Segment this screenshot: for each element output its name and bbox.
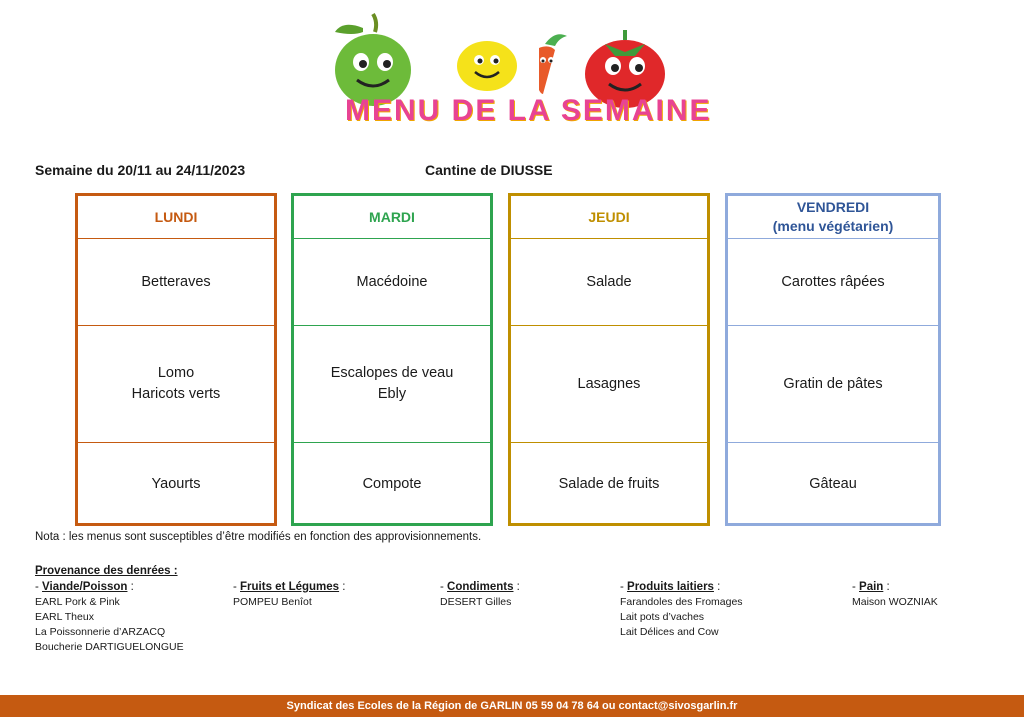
plat-item: Ebly: [377, 386, 407, 402]
dessert-cell: [728, 443, 938, 526]
day-column-lundi: [75, 193, 277, 526]
provenance-column-pain: [852, 580, 938, 610]
plat-cell: [728, 326, 938, 443]
week-label: Semaine du 20/11 au 24/11/2023: [35, 162, 246, 178]
logo-text: MENU DE LA SEMAINE: [345, 94, 712, 127]
footer-bar: [0, 695, 1024, 717]
provenance-title: Provenance des denrées :: [35, 565, 178, 577]
supplier-item: Boucherie DARTIGUELONGUE: [35, 641, 184, 653]
day-name: MARDI: [369, 208, 415, 225]
day-title: [294, 196, 490, 239]
entree-item: Salade: [586, 273, 632, 290]
supplier-item: EARL Theux: [35, 611, 94, 623]
provenance-category: - Viande/Poisson :: [35, 581, 134, 593]
entree-cell: [78, 239, 274, 326]
supplier-item: Maison WOZNIAK: [852, 596, 938, 608]
dessert-item: Salade de fruits: [558, 476, 660, 492]
supplier-item: Lait Délices and Cow: [620, 626, 719, 638]
provenance-category: - Fruits et Légumes :: [233, 581, 346, 593]
supplier-item: EARL Pork & Pink: [35, 596, 120, 608]
plat-cell: [511, 326, 707, 443]
supplier-item: Farandoles des Fromages: [620, 596, 743, 608]
day-column-mardi: [291, 193, 493, 526]
plat-item: Escalopes de veau: [330, 365, 454, 381]
dessert-cell: [78, 443, 274, 526]
day-title: [511, 196, 707, 239]
plat-cell: [294, 326, 490, 443]
provenance-category: - Condiments :: [440, 581, 520, 593]
supplier-item: La Poissonnerie d’ARZACQ: [35, 626, 166, 638]
day-column-vendredi: [725, 193, 941, 526]
day-title: [78, 196, 274, 239]
nota-text: Nota : les menus sont susceptibles d’être modifiés en fonction des approvisionnements.: [35, 531, 482, 543]
entree-cell: [511, 239, 707, 326]
day-column-jeudi: [508, 193, 710, 526]
entree-item: Carottes râpées: [781, 273, 885, 290]
menu-logo: [305, 10, 712, 132]
plat-item: Lomo: [157, 365, 195, 381]
dessert-cell: [511, 443, 707, 526]
day-name: VENDREDI: [796, 199, 870, 215]
canteen-label: Cantine de DIUSSE: [425, 162, 553, 178]
dessert-item: Compote: [362, 476, 422, 492]
dessert-item: Yaourts: [151, 476, 201, 492]
provenance-category: - Produits laitiers :: [620, 581, 721, 593]
supplier-item: Lait pots d’vaches: [620, 611, 705, 623]
day-title: [728, 196, 938, 239]
plat-item: Gratin de pâtes: [783, 375, 883, 392]
day-name: JEUDI: [588, 208, 630, 225]
plat-item: Lasagnes: [577, 375, 641, 392]
dessert-cell: [294, 443, 490, 526]
day-subtitle: (menu végétarien): [772, 218, 894, 234]
provenance-column-condiments: [440, 580, 520, 610]
footer-text: Syndicat des Ecoles de la Région de GARLIN 05 59 04 78 64 ou contact@sivosgarlin.fr: [286, 700, 738, 712]
provenance-column-fruits-legumes: [233, 580, 345, 610]
entree-item: Macédoine: [356, 273, 428, 290]
plat-item: Haricots verts: [131, 386, 221, 402]
dessert-item: Gâteau: [809, 476, 857, 492]
provenance-column-produits-laitiers: [620, 580, 743, 640]
provenance-column-viande: [35, 580, 184, 655]
provenance-category: - Pain :: [852, 581, 890, 593]
entree-item: Betteraves: [141, 273, 211, 290]
supplier-item: POMPEU Benîot: [233, 596, 312, 608]
entree-cell: [728, 239, 938, 326]
entree-cell: [294, 239, 490, 326]
day-name: LUNDI: [154, 208, 198, 225]
plat-cell: [78, 326, 274, 443]
supplier-item: DESERT Gilles: [440, 596, 512, 608]
